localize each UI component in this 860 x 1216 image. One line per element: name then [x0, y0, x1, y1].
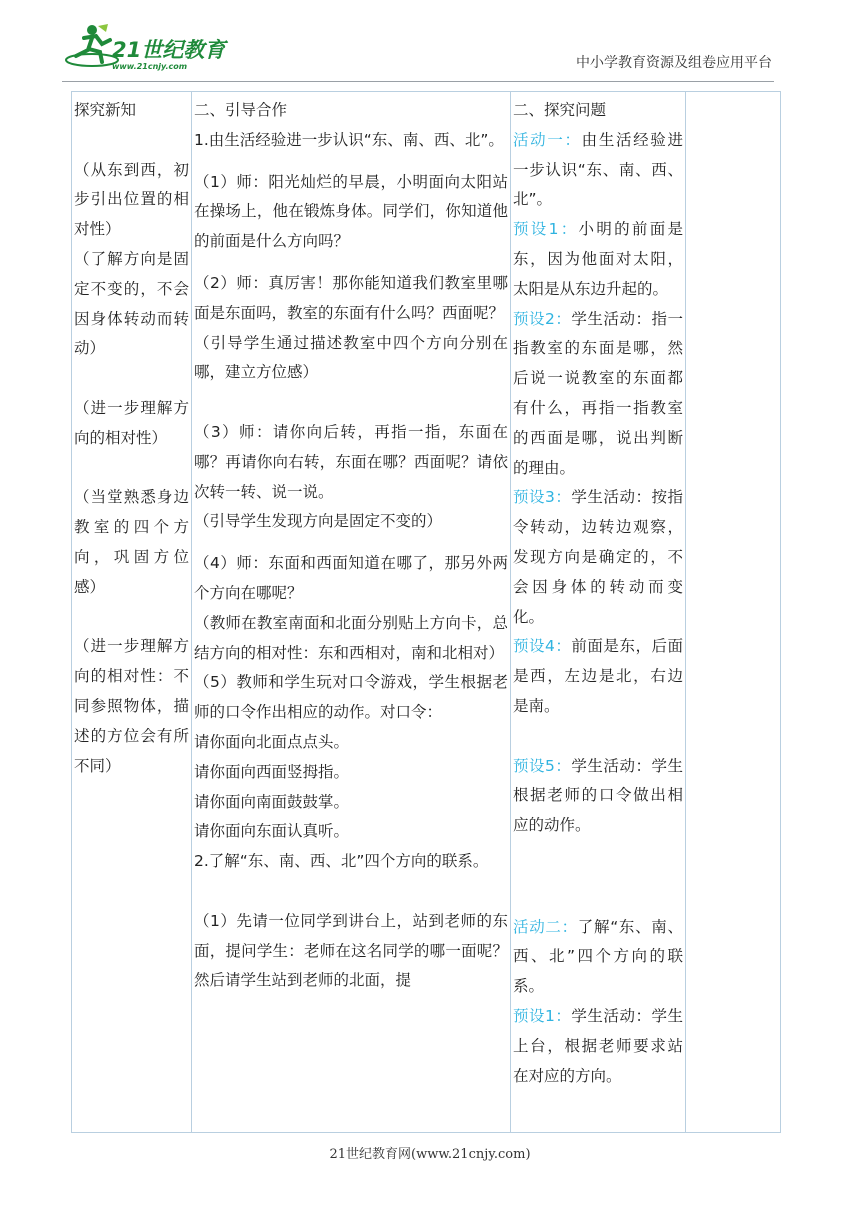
paragraph: （1）先请一位同学到讲台上，站到老师的东面，提问学生：老师在这名同学的哪一面呢？然后请学生站到老师的北面，提 [194, 911, 508, 990]
preset-text: 学生活动：按指令转动，边转边观察，发现方向是确定的，不会因身体的转动而变化。 [513, 488, 683, 626]
preset-label: 预设1： [513, 220, 579, 239]
preset-text: 学生活动：指一指教室的东面是哪，然后说一说教室的东面都有什么，再指一指教室的西面是哪，说出判断的理由。 [513, 309, 683, 477]
activity-text: 了解“东、南、西、北”四个方向的联系。 [513, 917, 683, 996]
column-notes [686, 92, 781, 1133]
intent-note: （进一步理解方向的相对性：不同参照物体，描述的方位会有所不同） [74, 637, 189, 775]
intent-note: （当堂熟悉身边教室的四个方向，巩固方位感） [74, 488, 189, 596]
preset-label: 预设1： [513, 1006, 572, 1025]
paragraph: （3）师：请你向后转，再指一指，东面在哪？再请你向右转，东面在哪？西面呢？请依次转一转、说一说。 [194, 422, 508, 501]
preset-2-1 [513, 1002, 683, 1091]
logo-text: 21世纪教育 [112, 38, 226, 62]
preset-label: 预设2： [513, 309, 572, 328]
section-title: 探究新知 [74, 101, 137, 119]
page-footer: 21世纪教育网(www.21cnjy.com) [329, 1147, 531, 1162]
paragraph: （4）师：东面和西面知道在哪了，那另外两个方向在哪呢？ [194, 554, 508, 602]
command-line: 请你面向东面认真听。 [194, 822, 350, 841]
table-row [72, 92, 781, 1133]
column-intent [72, 92, 192, 1133]
header-divider [62, 81, 774, 82]
intent-note: （了解方向是固定不变的，不会因身体转动而转动） [74, 249, 189, 358]
preset-label: 预设3： [513, 488, 572, 507]
preset-1 [513, 215, 683, 304]
paragraph: （1）师：阳光灿烂的早晨，小明面向太阳站在操场上，他在锻炼身体。同学们，你知道他的前面是什么方向吗？ [194, 172, 508, 251]
paragraph: 1.由生活经验进一步认识“东、南、西、北”。 [194, 130, 504, 149]
preset-text: 学生活动：学生根据老师的口令做出相应的动作。 [513, 756, 683, 835]
intent-note: （从东到西，初步引出位置的相对性） [74, 160, 189, 239]
activity-2 [513, 913, 683, 1002]
preset-label: 预设4： [513, 637, 572, 656]
column-student [511, 92, 686, 1133]
preset-3 [513, 483, 683, 632]
preset-text: 前面是东，后面是西，左边是北，右边是南。 [513, 637, 683, 715]
paragraph: （5）教师和学生玩对口令游戏，学生根据老师的口令作出相应的动作。对口令： [194, 673, 508, 722]
section-title: 二、引导合作 [194, 101, 288, 119]
preset-text: 小明的前面是东，因为他面对太阳，太阳是从东边升起的。 [513, 220, 683, 298]
preset-4 [513, 632, 683, 721]
paragraph: （引导学生发现方向是固定不变的） [194, 512, 443, 531]
preset-5 [513, 752, 683, 841]
command-line: 请你面向北面点点头。 [194, 732, 350, 751]
activity-label: 活动二： [513, 917, 578, 936]
intent-note: （进一步理解方向的相对性） [74, 398, 189, 447]
paragraph: 2.了解“东、南、西、北”四个方向的联系。 [194, 852, 489, 871]
lesson-table [71, 91, 781, 1133]
paragraph: （2）师：真厉害！那你能知道我们教室里哪面是东面吗，教室的东面有什么吗？西面呢？ [194, 273, 508, 322]
platform-title: 中小学教育资源及组卷应用平台 [576, 55, 772, 71]
command-line: 请你面向南面鼓鼓掌。 [194, 792, 350, 811]
preset-label: 预设5： [513, 756, 572, 775]
activity-text: 由生活经验进一步认识“东、南、西、北”。 [513, 130, 683, 209]
activity-1 [513, 126, 683, 215]
paragraph: （引导学生通过描述教室中四个方向分别在哪，建立方位感） [194, 333, 508, 382]
section-title: 二、探究问题 [513, 101, 607, 119]
activity-label: 活动一： [513, 130, 582, 149]
preset-2 [513, 305, 683, 484]
preset-text: 学生活动：学生上台，根据老师要求站在对应的方向。 [513, 1006, 683, 1085]
column-teacher [192, 92, 511, 1133]
page-header [0, 0, 860, 90]
paragraph: （教师在教室南面和北面分别贴上方向卡，总结方向的相对性：东和西相对，南和北相对） [194, 613, 508, 662]
command-line: 请你面向西面竖拇指。 [194, 762, 350, 781]
logo-url: www.21cnjy.com [112, 62, 188, 71]
